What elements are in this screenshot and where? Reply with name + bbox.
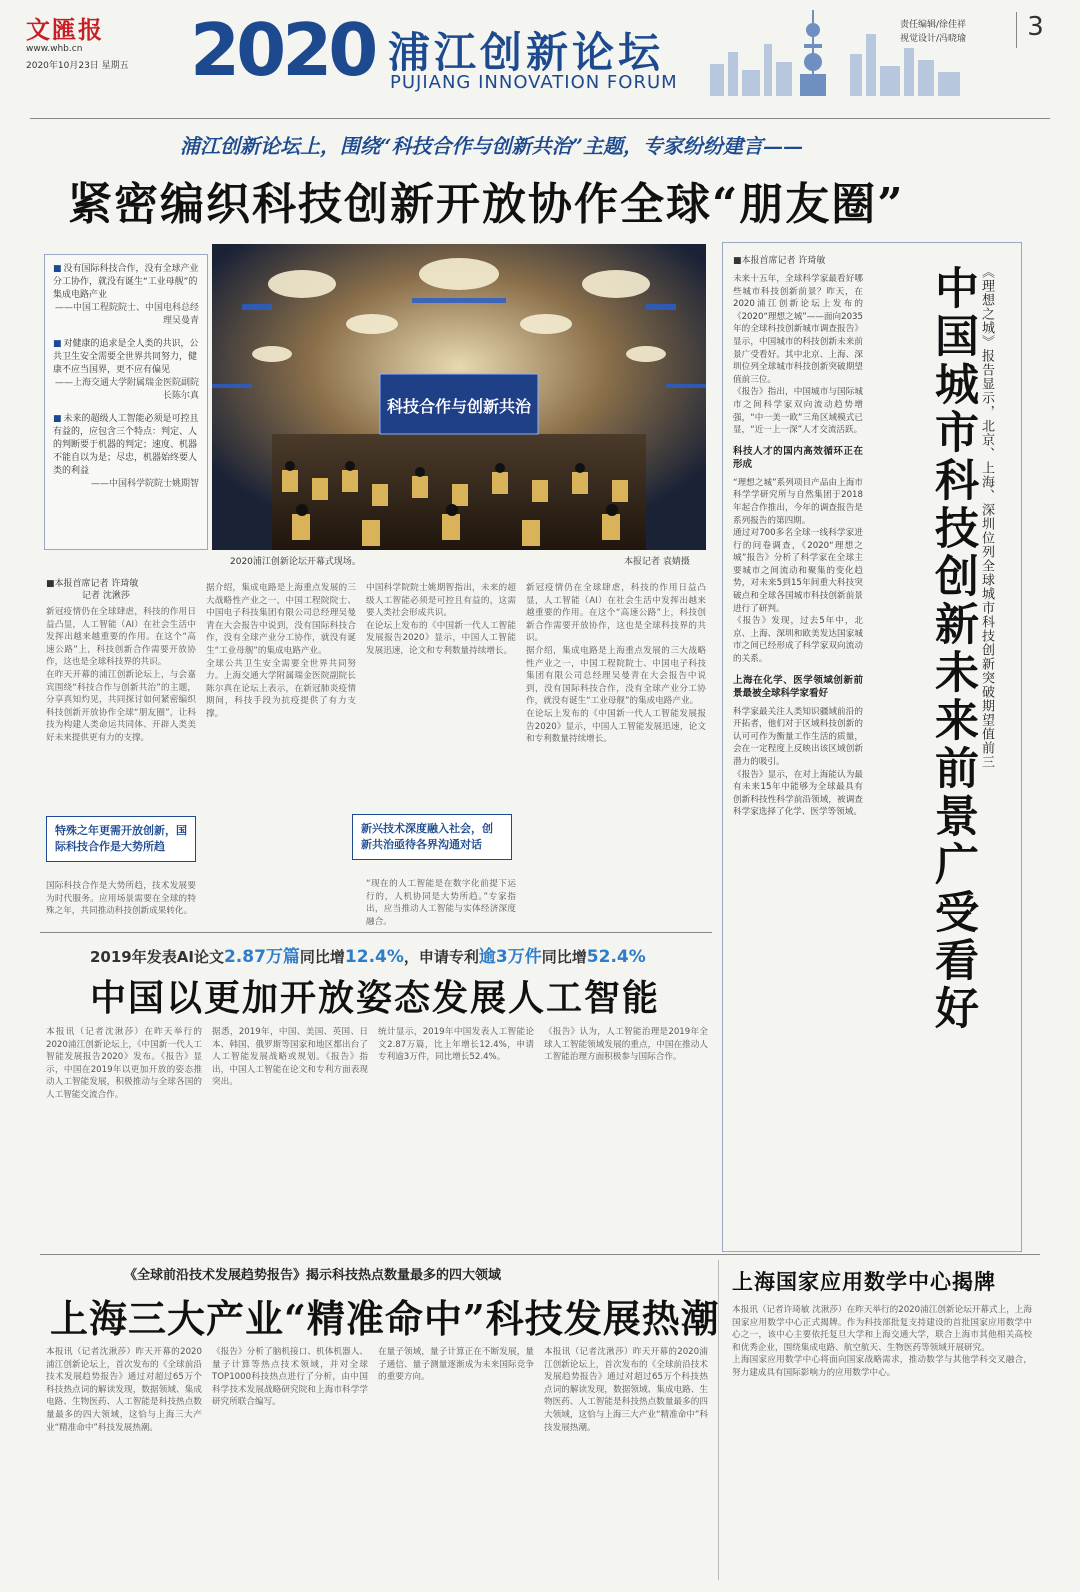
article-paragraph: 中国科学院院士姚期智指出，未来的超级人工智能必须是可控且有益的，这需要人类社会形成共识。	[366, 583, 516, 619]
feature-body	[733, 273, 863, 819]
stat-highlight: 52.4%	[586, 947, 646, 967]
masthead	[0, 0, 1080, 120]
quote-text: ■ 没有国际科技合作，没有全球产业分工协作，就没有诞生“工业母舰”的集成电路产业	[53, 263, 199, 302]
article-column	[46, 880, 196, 926]
article-paragraph: 《报告》分析了脑机接口、机体机器人、量子计算等热点技术领域，并对全球TOP1000科技热点进行了分析，由中国科学技术发展战略研究院和上海市科学学研究所联合编写。	[212, 1347, 368, 1408]
article-paragraph: 新冠疫情仍在全球肆虐，科技的作用日益凸显，人工智能（AI）在社会生活中发挥出越来越重要的作用。在这个“高速公路”上，科技创新合作需要开放协作，这也是全球科技界的共识。	[46, 607, 196, 668]
feature-paragraph: 《报告》发现，过去5年中，北京、上海、深圳和欧美发达国家城市之间已经形成了科学家双向流动的关系。	[733, 616, 863, 665]
feature-paragraph: “理想之城”系列项目产品由上海市科学学研究所与自然集团于2018年起合作推出，今年的调查报告是系列报告的第四期。	[733, 477, 863, 526]
article-column	[46, 1026, 202, 1242]
forum-title-cn: 浦江创新论坛	[388, 28, 665, 77]
article-paragraph: “现在的人工智能是在数字化前提下运行的，人机协同是大势所趋。”专家指出，应当推动人工智能与实体经济深度融合。	[366, 879, 516, 926]
quote-item	[53, 263, 199, 328]
article-paragraph: 在昨天开幕的浦江创新论坛上，与会嘉宾围绕“科技合作与创新共治”的主题，分享真知灼见，共同探讨如何紧密编织科技创新开放协作全球“朋友圈”，让科技为构建人类命运共同体、开辟人类美好未来提供更有力的支撑。	[46, 669, 196, 743]
newspaper-logo: 文匯报	[26, 15, 104, 44]
newspaper-url: www.whb.cn	[26, 44, 83, 54]
article-column	[46, 606, 196, 814]
article-byline	[46, 578, 138, 602]
article-column	[526, 582, 706, 926]
article-column	[732, 1304, 1032, 1582]
quote-attribution: ——上海交通大学附属瑞金医院副院长陈尔真	[54, 378, 199, 401]
article-paragraph: 据悉，2019年，中国、美国、英国、日本、韩国、俄罗斯等国家和地区都出台了人工智能发展战略或规划。《报告》指出，中国人工智能在论文和专利方面表现突出。	[212, 1027, 368, 1088]
article-paragraph: 本报讯（记者沈湫莎）昨天开幕的2020浦江创新论坛上，首次发布的《全球前沿技术发展趋势报告》通过对超过65万个科技热点词的解读发现，数据领域、集成电路、生物医药、人工智能是科技热点数量最多的四大领域，这恰与上海三大产业“精准命中”科技发展热潮。	[46, 1347, 202, 1433]
quote-text: ■ 对健康的追求是全人类的共识，公共卫生安全需要全世界共同努力，健康不应当国界，更不应有偏见	[53, 338, 199, 377]
article-paragraph: 本报讯（记者沈湫莎）昨天开幕的2020浦江创新论坛上，首次发布的《全球前沿技术发展趋势报告》通过对超过65万个科技热点词的解读发现，数据领域、集成电路、生物医药、人工智能是科技热点数量最多的四大领域，这恰与上海三大产业“精准命中”科技发展热潮。	[544, 1347, 708, 1433]
feature-paragraph: 《报告》显示，在对上海能认为最有未来15年中能够为全球最具有创新科技性科学前沿领域，被调查科学家选择了化学、医学等领域。	[733, 769, 863, 818]
section-subhead-box: 特殊之年更需开放创新，国际科技合作是大势所趋	[46, 816, 196, 862]
designer-credit: 视觉设计/冯晓瑜	[900, 34, 967, 44]
photo-screen-text: 科技合作与创新共治	[386, 397, 532, 416]
article-column	[378, 1026, 534, 1242]
stat-text: ，申请专利	[403, 948, 479, 966]
photo-credit: 本报记者 袁婧摄	[624, 557, 690, 567]
article-paragraph: 据介绍，集成电路是上海重点发展的三大战略性产业之一，中国工程院院士、中国电子科技集团有限公司总经理吴曼青在大会报告中说到，没有国际科技合作，没有全球产业分工协作，就没有诞生“工业母舰”的集成电路产业。	[206, 583, 356, 656]
stat-text: 2019年发表AI论文	[90, 948, 224, 966]
article-paragraph: 统计显示，2019年中国发表人工智能论文2.87万篇，比上年增长12.4%，申请专利逾3万件，同比增长52.4%。	[378, 1027, 534, 1063]
stat-highlight: 2.87万篇	[223, 947, 300, 967]
quote-item	[53, 413, 199, 491]
byline-line: ■本报首席记者 许琦敏	[46, 579, 139, 589]
forum-opening-photo	[212, 244, 706, 550]
article-column	[378, 1346, 534, 1582]
article-column	[46, 1346, 202, 1582]
article-paragraph: 在量子领域，量子计算正在不断发展，量子通信、量子测量逐渐成为未来国际竞争的重要方向。	[378, 1347, 534, 1383]
section-divider	[40, 1254, 1040, 1255]
feature-subhead: 科技人才的国内高效循环正在形成	[733, 445, 863, 470]
bottom-right-headline: 上海国家应用数学中心揭牌	[732, 1269, 996, 1294]
quote-item	[53, 338, 199, 403]
article-paragraph: 《报告》认为，人工智能治理是2019年全球人工智能领域发展的重点，中国在推动人工智能治理方面积极参与国际合作。	[544, 1027, 708, 1063]
quote-attribution: ——中国工程院院士、中国电科总经理吴曼青	[54, 303, 199, 326]
stat-text: 同比增	[299, 948, 345, 966]
article-paragraph: 在论坛上发布的《中国新一代人工智能发展报告2020》显示，中国人工智能发展迅速，论文和专利数量持续增长。	[526, 708, 706, 745]
ai-stat-line	[90, 942, 646, 967]
forum-year: 2020	[190, 8, 375, 92]
conference-hall-icon	[212, 244, 706, 550]
feature-subhead: 上海在化学、医学领域创新前景最被全球科学家看好	[733, 674, 863, 699]
stat-highlight: 逾3万件	[478, 947, 542, 967]
article-paragraph: 本报讯（记者许琦敏 沈湫莎）在昨天举行的2020浦江创新论坛开幕式上，上海国家应用数学中心正式揭牌。作为科技部批复支持建设的首批国家应用数学中心之一，该中心主要依托复旦大学和上海交通大学，联合上海市其他相关高校和优秀企业，围绕集成电路、航空航天、生物医药等领域开展研究。	[732, 1305, 1032, 1353]
editor-credits	[900, 18, 966, 46]
article-column	[206, 582, 356, 926]
quote-text: ■ 未来的超级人工智能必须是可控且有益的，应包含三个特点：判定、人的判断要于机器的判定；速度、机器不能自以为是；尽忠，机器始终要人类的利益	[53, 413, 199, 478]
stat-highlight: 12.4%	[344, 947, 404, 967]
article-column	[212, 1346, 368, 1582]
forum-title-en: PUJIANG INNOVATION FORUM	[390, 72, 678, 93]
byline-line: 记者 沈湫莎	[82, 591, 130, 601]
article-paragraph: 国际科技合作是大势所趋，技术发展要为时代服务。应用场景需要在全球的特殊之年，共同推动科技创新成果转化。	[46, 881, 196, 917]
feature-headline: 中国城市科技创新未来前景广受看好	[927, 265, 978, 1033]
feature-byline: ■本报首席记者 许琦敏	[733, 256, 826, 266]
stat-text: 同比增	[541, 948, 587, 966]
article-column	[544, 1346, 708, 1582]
editor-credit: 责任编辑/徐佳祥	[900, 20, 967, 30]
feature-paragraph: 《报告》指出，中国城市与国际城市之间科学家双向流动趋势增强，“中一美一欧”三角区域模式已显，“近一上一深”人才交流活跃。	[733, 387, 863, 436]
quote-attribution: ——中国科学院院士姚期智	[90, 479, 199, 489]
article-paragraph: 上海国家应用数学中心将面向国家战略需求，推动数学与其他学科交叉融合，努力建成具有国际影响力的应用数学中心。	[732, 1355, 1032, 1378]
page-number: 3	[1016, 12, 1054, 48]
feature-paragraph: 通过对700多名全球一线科学家进行的问卷调查，《2020“理想之城”报告》分析了科学家在全球主要城市之间流动和聚集的变化趋势，对未来5到15年间重大科技突破点和全球各国城市科技创新前景进行了研判。	[733, 528, 863, 614]
bottom-left-kicker: 《全球前沿技术发展趋势报告》揭示科技热点数量最多的四大领域	[124, 1268, 502, 1283]
article-column	[544, 1026, 708, 1242]
article-paragraph: 全球公共卫生安全需要全世界共同努力。上海交通大学附属瑞金医院副院长陈尔真在论坛上表示，在新冠肺炎疫情期间，科技手段为抗疫提供了有力支撑。	[206, 658, 356, 719]
feature-paragraph: 科学家最关注人类知识疆域前沿的开拓者，他们对于区域科技创新的认可可作为衡量工作生活的质量，会在一定程度上反映出该区域创新潜力的吸引。	[733, 706, 863, 767]
article-paragraph: 新冠疫情仍在全球肆虐，科技的作用日益凸显，人工智能（AI）在社会生活中发挥出越来越重要的作用。在这个“高速公路”上，科技创新合作需要开放协作，这也是全球科技界的共识。	[526, 583, 706, 644]
article-column	[366, 582, 516, 806]
issue-date: 2020年10月23日 星期五	[26, 61, 129, 71]
section-subhead-box: 新兴技术深度融入社会，创新共治亟待各界沟通对话	[352, 814, 512, 860]
article-paragraph: 在论坛上发布的《中国新一代人工智能发展报告2020》显示，中国人工智能发展迅速，论文和专利数量持续增长。	[366, 620, 516, 656]
article-column	[366, 878, 516, 926]
ai-headline: 中国以更加开放姿态发展人工智能	[90, 977, 661, 1019]
article-column	[212, 1026, 368, 1242]
city-innovation-feature	[722, 242, 1022, 1252]
section-divider	[40, 932, 712, 933]
lead-headline: 紧密编织科技创新开放协作全球“朋友圈”	[68, 179, 905, 230]
feature-paragraph: 未来十五年，全球科学家最看好哪些城市科技创新前景？昨天，在2020浦江创新论坛上发布的《2020“理想之城”——面向2035年的全球科技创新城市调查报告》显示，中国城市的科技创新未来前景广受看好。其中北京、上海、深圳位列全球城市科技创新突破期望值前三位。	[733, 274, 863, 385]
expert-quotes-box	[44, 254, 208, 550]
photo-caption: 2020浦江创新论坛开幕式现场。	[230, 557, 361, 567]
feature-kicker: 《理想之城》报告显示，北京、上海、深圳位列全球城市科技创新突破期望值前三	[979, 265, 994, 769]
bottom-left-headline: 上海三大产业“精准命中”科技发展热潮	[50, 1296, 720, 1341]
lead-kicker: 浦江创新论坛上，围绕“科技合作与创新共治”主题，专家纷纷建言——	[180, 134, 804, 158]
article-paragraph: 据介绍，集成电路是上海重点发展的三大战略性产业之一，中国工程院院士、中国电子科技集团有限公司总经理吴曼青在大会报告中说到，没有国际科技合作，没有全球产业分工协作，就没有诞生“工业母舰”的集成电路产业。	[526, 645, 706, 707]
masthead-divider	[30, 118, 1050, 119]
article-paragraph: 本报讯（记者沈湫莎）在昨天举行的2020浦江创新论坛上，《中国新一代人工智能发展报告2020》发布。《报告》显示，中国在2019年以更加开放的姿态推动人工智能发展，积极推动与全球各国的人工智能交流合作。	[46, 1027, 202, 1100]
